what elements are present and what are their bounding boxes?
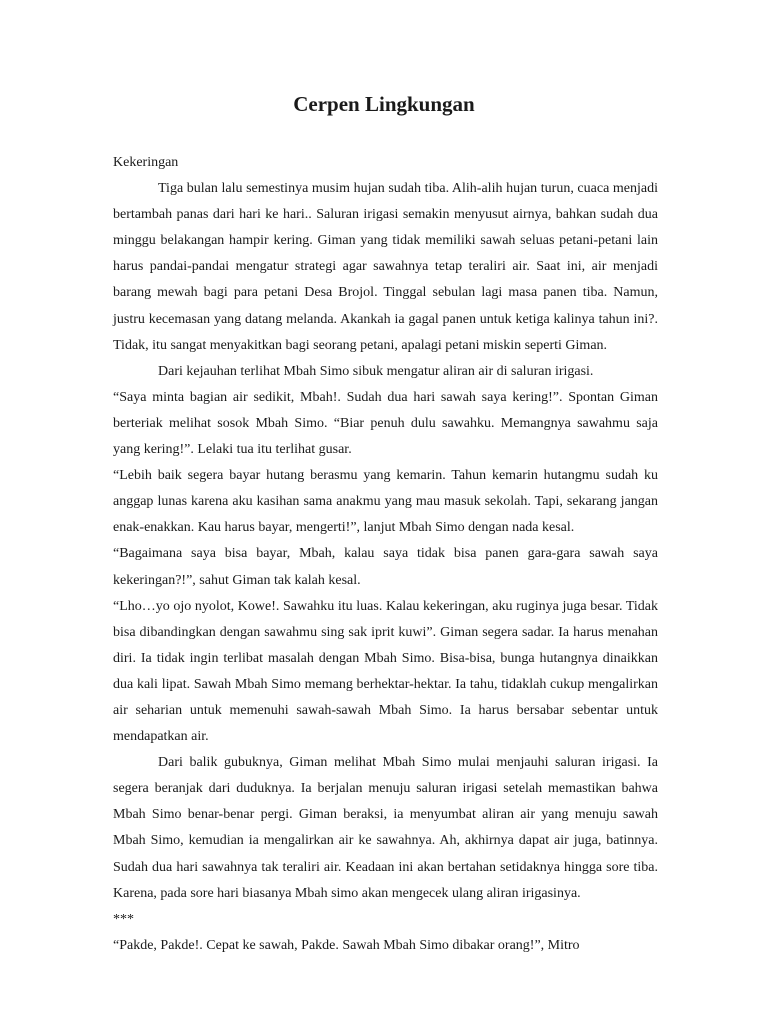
scene-break: *** [113,911,134,927]
paragraph: “Bagaimana saya bisa bayar, Mbah, kalau saya tidak bisa panen gara-gara sawah saya kekeringan?!”, sahut Giman tak kalah kesal. [113,546,658,588]
paragraph: “Lebih baik segera bayar hutang berasmu yang kemarin. Tahun kemarin hutangmu sudah ku anggap lunas karena aku kasihan sama anakmu yang mau masuk sekolah. Tapi, sekarang jangan enak-enakkan. Kau harus bayar, mengerti!”, lanjut Mbah Simo dengan nada kesal. [113,468,658,536]
section-heading: Kekeringan [113,155,179,170]
document-body [113,150,658,959]
paragraph: “Saya minta bagian air sedikit, Mbah!. Sudah dua hari sawah saya kering!”. Spontan Giman berteriak melihat sosok Mbah Simo. “Biar penuh dulu sawahku. Memangnya sawahmu saja yang kering!”. Lelaki tua itu terlihat gusar. [113,389,658,458]
paragraph: Dari balik gubuknya, Giman melihat Mbah Simo mulai menjauhi saluran irigasi. Ia segera beranjak dari duduknya. Ia berjalan menuju saluran irigasi setelah memastikan bahwa Mbah Simo benar-benar pergi. Giman beraksi, ia menyumbat aliran air yang menuju sawah Mbah Simo, kemudian ia mengalirkan air ke sawahnya. Ah, akhirnya dapat air juga, batinnya. Sudah dua hari sawahnya tak teraliri air. Keadaan ini akan bertahan setidaknya hingga sore tiba. Karena, pada sore hari biasanya Mbah simo akan mengecek ulang aliran irigasinya. [113,755,658,901]
paragraph: Dari kejauhan terlihat Mbah Simo sibuk mengatur aliran air di saluran irigasi. [158,363,594,379]
paragraph: “Pakde, Pakde!. Cepat ke sawah, Pakde. Sawah Mbah Simo dibakar orang!”, Mitro [113,937,580,953]
document-title: Cerpen Lingkungan [293,92,475,116]
paragraph: “Lho…yo ojo nyolot, Kowe!. Sawahku itu luas. Kalau kekeringan, aku ruginya juga besar. Tidak bisa dibandingkan dengan sawahmu sing sak iprit kuwi”. Giman segera sadar. Ia harus menahan diri. Ia tidak ingin terlibat masalah dengan Mbah Simo. Bisa-bisa, bunga hutangnya dinaikkan dua kali lipat. Sawah Mbah Simo memang berhektar-hektar. Ia tahu, tidaklah cukup mengalirkan air seharian untuk memenuhi sawah-sawah Mbah Simo. Ia harus bersabar sebentar untuk mendapatkan air. [113,598,658,745]
paragraph: Tiga bulan lalu semestinya musim hujan sudah tiba. Alih-alih hujan turun, cuaca menjadi bertambah panas dari hari ke hari.. Saluran irigasi semakin menyusut airnya, bahkan sudah dua minggu belakangan hampir kering. Giman yang tidak memiliki sawah seluas petani-petani lain harus pandai-pandai mengatur strategi agar sawahnya tetap teraliri air. Saat ini, air menjadi barang mewah bagi para petani Desa Brojol. Tinggal sebulan lagi masa panen tiba. Namun, justru kecemasan yang datang melanda. Akankah ia gagal panen untuk ketiga kalinya tahun ini?. Tidak, itu sangat menyakitkan bagi seorang petani, apalagi petani miskin seperti Giman. [113,181,658,353]
